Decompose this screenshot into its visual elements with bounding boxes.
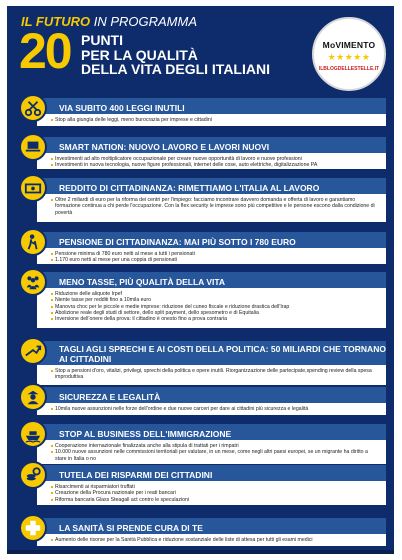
- section-bullet-item: Investimenti in nuova tecnologia, nuove figure professionali, internet delle cose, auto elettriche, digitalizzazione PA: [51, 162, 380, 168]
- program-section: [15, 174, 390, 222]
- logo-wordmark: MoVIMENTO: [322, 40, 376, 50]
- program-section: [15, 383, 390, 415]
- section-body: [37, 534, 386, 546]
- section-title: TUTELA DEI RISPARMI DEI CITTADINI: [37, 465, 386, 485]
- section-bullet-item: Stop alla giungla delle leggi, meno burocrazia per imprese e cittadini: [51, 117, 380, 123]
- section-bullet-item: 1.170 euro netti al mese per una coppia di pensionati: [51, 257, 380, 263]
- scissors-icon: [19, 94, 47, 122]
- coins-icon: [19, 461, 47, 489]
- program-section: [15, 228, 390, 264]
- banknote-icon: [19, 174, 47, 202]
- cut-costs-icon: [19, 337, 47, 365]
- section-bullet-item: Pensione minima di 780 euro netti al mese a tutti i pensionati: [51, 251, 380, 257]
- section-title: MENO TASSE, PIÙ QUALITÀ DELLA VITA: [37, 272, 386, 292]
- people-group-icon: [19, 268, 47, 296]
- section-title: LA SANITÀ SI PRENDE CURA DI TE: [37, 518, 386, 538]
- section-bullet-item: Creazione della Procura nazionale per i reati bancari: [51, 490, 380, 496]
- section-body: [37, 481, 386, 505]
- medical-cross-icon: [19, 514, 47, 542]
- section-body: [37, 194, 386, 222]
- program-section: [15, 337, 390, 385]
- section-body: [37, 248, 386, 264]
- section-bullet-item: Stop a pensioni d'oro, vitalizi, privilegi, sprechi della politica e opere inutili. Riorganizzazione delle partecipate,spending review della spesa improduttiva: [51, 368, 380, 381]
- section-bullet-item: Abolizione reale degli studi di settore, dello split payment, dello spesometro e di Equitalia: [51, 310, 380, 316]
- section-title: STOP AL BUSINESS DELL'IMMIGRAZIONE: [37, 424, 386, 444]
- logo-url: ILBLOGDELLESTELLE.IT: [318, 66, 380, 72]
- logo-stars: ★★★★★: [327, 52, 371, 62]
- tagline-rest: IN PROGRAMMA: [90, 14, 197, 29]
- section-bullet-item: Cooperazione internazionale finalizzata anche alla stipula di trattati per i rimpatri: [51, 443, 380, 449]
- section-title: PENSIONE DI CITTADINANZA: MAI PIÙ SOTTO I 780 EURO: [37, 232, 386, 252]
- section-bullet-item: 10.000 nuove assunzioni nelle commissioni territoriali per valutare, in un mese, come negli altri paesi europei, se un migrante ha diritto a stare in Italia o no: [51, 449, 380, 462]
- section-bullet-item: Risarcimenti ai risparmiatori truffati: [51, 484, 380, 490]
- section-title: VIA SUBITO 400 LEGGI INUTILI: [37, 98, 386, 118]
- section-body: [37, 288, 386, 328]
- title-line-2: PER LA QUALITÀ: [81, 46, 198, 63]
- program-section: [15, 94, 390, 126]
- section-body: [37, 403, 386, 415]
- program-section: [15, 133, 390, 169]
- movimento-logo: [312, 17, 386, 91]
- section-bullet-item: Inversione dell'onere della prova: il cittadino è onesto fino a prova contraria: [51, 316, 380, 322]
- section-bullet-item: Aumento delle risorse per la Sanità Pubblica e riduzione sostanziale delle liste di attesa per tutti gli esami medici: [51, 537, 380, 543]
- title-line-1: PUNTI: [81, 32, 123, 48]
- section-body: [37, 114, 386, 126]
- flyer-header: [7, 6, 394, 90]
- section-body: [37, 153, 386, 169]
- section-title: TAGLI AGLI SPRECHI E AI COSTI DELLA POLITICA: 50 MILIARDI CHE TORNANO AI CITTADINI: [37, 341, 386, 367]
- section-bullet-item: Niente tasse per redditi fino a 10mila euro: [51, 297, 380, 303]
- section-body: [37, 365, 386, 385]
- program-flyer: [7, 6, 394, 554]
- title-line-3: DELLA VITA DEGLI ITALIANI: [81, 61, 270, 77]
- section-bullet-item: Investimenti ad alto moltiplicatore occupazionale per creare nuove opportunità di lavoro e nuove professioni: [51, 156, 380, 162]
- section-title: SICUREZZA E LEGALITÀ: [37, 387, 386, 407]
- program-section: [15, 420, 390, 464]
- section-bullet-item: Riduzione delle aliquote Irpef: [51, 291, 380, 297]
- section-title: REDDITO DI CITTADINANZA: RIMETTIAMO L'ITALIA AL LAVORO: [37, 178, 386, 198]
- section-bullet-item: Manovra choc per le piccole e medie imprese: riduzione del cuneo fiscale e riduzione drastica dell'Irap: [51, 304, 380, 310]
- program-section: [15, 514, 390, 546]
- program-section: [15, 268, 390, 328]
- boat-icon: [19, 420, 47, 448]
- section-bullet-item: Oltre 2 miliardi di euro per la riforma dei centri per l'impiego: facciamo incontrare davvero domanda e offerta di lavoro e garantiamo formazione continua a chi perde l'occupazione. Con la flex security le imprese sono più competitive e le persone escono dalla condizione di povertà: [51, 197, 380, 216]
- elderly-person-icon: [19, 228, 47, 256]
- police-icon: [19, 383, 47, 411]
- program-section: [15, 461, 390, 505]
- section-bullet-item: 10mila nuove assunzioni nelle forze dell'ordine e due nuove carceri per dare ai cittadini più sicurezza e legalità: [51, 406, 380, 412]
- tagline-bold: IL FUTURO: [21, 14, 91, 29]
- points-number: 20: [19, 23, 71, 79]
- flyer-title: [81, 33, 270, 77]
- section-title: SMART NATION: NUOVO LAVORO E LAVORI NUOVI: [37, 137, 386, 157]
- laptop-icon: [19, 133, 47, 161]
- section-bullet-item: Riforma bancaria Glass Steagall act contro le speculazioni: [51, 497, 380, 503]
